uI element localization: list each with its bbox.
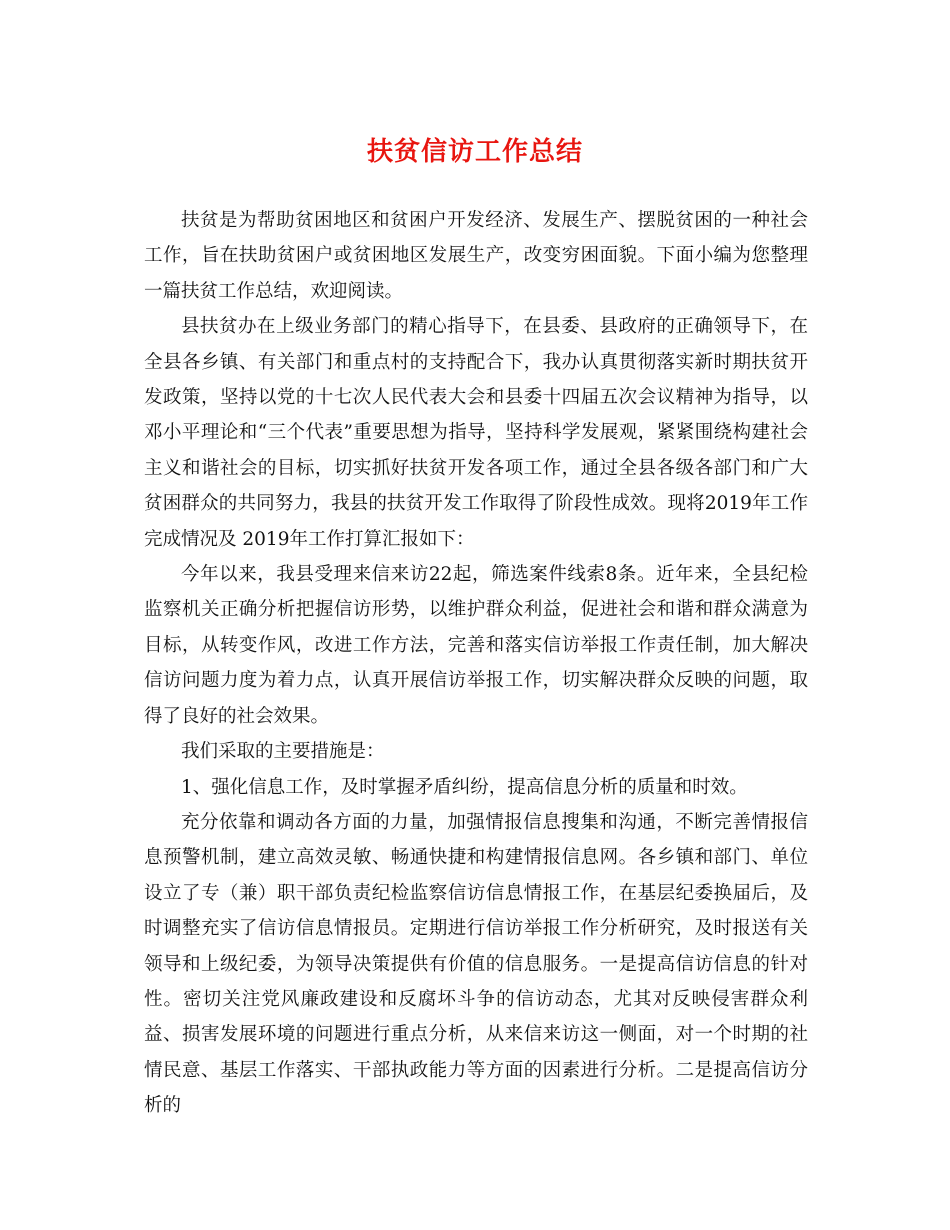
paragraph-petitions: 今年以来，我县受理来信来访22起，筛选案件线索8条。近年来，全县纪检监察机关正确分析把握信访形势，以维护群众利益，促进社会和谐和群众满意为目标，从转变作风，改进工作方法，完善和落实信访举报工作责任制，加大解决信访问题力度为着力点，认真开展信访举报工作，切实解决群众反映的问题，取得了良好的社会效果。 xyxy=(144,564,808,727)
document-body xyxy=(144,203,808,1124)
paragraph-intro: 扶贫是为帮助贫困地区和贫困户开发经济、发展生产、摆脱贫困的一种社会工作，旨在扶助贫困户或贫困地区发展生产，改变穷困面貌。下面小编为您整理一篇扶贫工作总结，欢迎阅读。 xyxy=(144,210,808,302)
document-title: 扶贫信访工作总结 xyxy=(366,137,583,167)
paragraph-measures-heading: 我们采取的主要措施是： xyxy=(181,741,385,763)
paragraph-measure-1: 1、强化信息工作，及时掌握矛盾纠纷，提高信息分析的质量和时效。 xyxy=(181,776,748,798)
paragraph-measure-1-detail: 充分依靠和调动各方面的力量，加强情报信息搜集和沟通，不断完善情报信息预警机制，建立高效灵敏、畅通快捷和构建情报信息网。各乡镇和部门、单位设立了专（兼）职干部负责纪检监察信访信息情报工作，在基层纪委换届后，及时调整充实了信访信息情报员。定期进行信访举报工作分析研究，及时报送有关领导和上级纪委，为领导决策提供有价值的信息服务。一是提高信访信息的针对性。密切关注党风廉政建设和反腐坏斗争的信访动态，尤其对反映侵害群众利益、损害发展环境的问题进行重点分析，从来信来访这一侧面，对一个时期的社情民意、基层工作落实、干部执政能力等方面的因素进行分析。二是提高信访分析的 xyxy=(144,811,808,1117)
paragraph-overview: 县扶贫办在上级业务部门的精心指导下，在县委、县政府的正确领导下，在全县各乡镇、有关部门和重点村的支持配合下，我办认真贯彻落实新时期扶贫开发政策，坚持以党的十七次人民代表大会和县委十四届五次会议精神为指导，以邓小平理论和“三个代表”重要思想为指导，坚持科学发展观，紧紧围绕构建社会主义和谐社会的目标，切实抓好扶贫开发各项工作，通过全县各级各部门和广大贫困群众的共同努力，我县的扶贫开发工作取得了阶段性成效。现将2019年工作完成情况及 2019年工作打算汇报如下： xyxy=(144,316,808,550)
